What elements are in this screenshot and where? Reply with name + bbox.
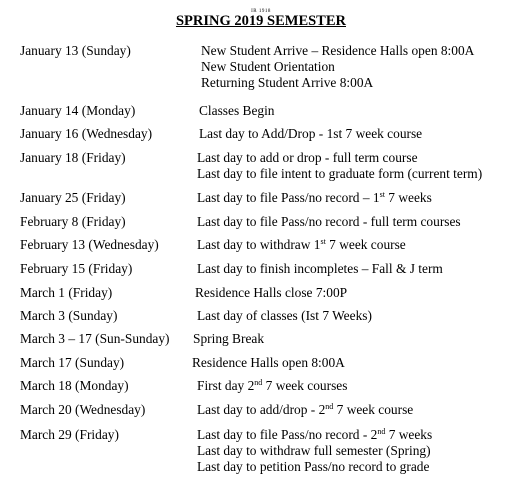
event-description: Last day of classes (Ist 7 Weeks)	[197, 308, 372, 323]
event-description: Spring Break	[193, 331, 265, 346]
description-text: Last day to withdraw 1	[197, 237, 321, 252]
event-description	[197, 427, 432, 443]
ordinal-suffix: nd	[325, 402, 334, 411]
event-date: January 25 (Friday)	[20, 190, 126, 205]
event-date: February 13 (Wednesday)	[20, 237, 159, 252]
ordinal-suffix: nd	[377, 427, 386, 436]
description-text: 7 weeks	[385, 427, 433, 442]
description-text: 7 week course	[333, 402, 414, 417]
description-text: 7 week courses	[262, 378, 348, 393]
description-text: Last day to file Pass/no record - 2	[197, 427, 378, 442]
description-text: 7 weeks	[384, 190, 432, 205]
ordinal-suffix: st	[379, 190, 385, 199]
event-description: Classes Begin	[199, 103, 275, 118]
event-description: Last day to file Pass/no record - full term courses	[197, 214, 461, 229]
event-description: New Student Orientation	[201, 59, 335, 74]
event-description	[197, 190, 432, 206]
description-text: Last day to add/drop - 2	[197, 402, 326, 417]
event-description	[197, 402, 413, 418]
event-date: March 18 (Monday)	[20, 378, 129, 393]
event-description: Returning Student Arrive 8:00A	[201, 75, 374, 90]
event-description: Last day to add or drop - full term course	[197, 150, 418, 165]
event-description: Residence Halls close 7:00P	[195, 285, 348, 300]
event-date: February 8 (Friday)	[20, 214, 126, 229]
header-mark: IR 1918	[251, 9, 271, 14]
event-description: Last day to petition Pass/no record to grade	[197, 459, 430, 474]
ordinal-suffix: st	[320, 237, 326, 246]
event-description: Last day to Add/Drop - 1st 7 week course	[199, 126, 423, 141]
event-date: January 14 (Monday)	[20, 103, 136, 118]
description-text: Last day to file Pass/no record – 1	[197, 190, 380, 205]
event-description	[197, 237, 406, 253]
event-date: January 18 (Friday)	[20, 150, 126, 165]
event-description	[197, 378, 347, 394]
ordinal-suffix: nd	[254, 378, 263, 387]
event-description: Last day to finish incompletes – Fall & J term	[197, 261, 443, 276]
event-date: March 1 (Friday)	[20, 285, 113, 300]
event-date: March 3 (Sunday)	[20, 308, 118, 323]
event-description: New Student Arrive – Residence Halls open 8:00A	[201, 43, 475, 58]
event-date: March 17 (Sunday)	[20, 355, 125, 370]
event-date: January 13 (Sunday)	[20, 43, 131, 58]
event-date: February 15 (Friday)	[20, 261, 133, 276]
event-date: January 16 (Wednesday)	[20, 126, 153, 141]
event-date: March 20 (Wednesday)	[20, 402, 146, 417]
description-text: First day 2	[197, 378, 255, 393]
description-text: 7 week course	[325, 237, 406, 252]
event-description: Last day to withdraw full semester (Spring)	[197, 443, 431, 458]
page-title: SPRING 2019 SEMESTER	[175, 13, 346, 29]
event-description: Residence Halls open 8:00A	[192, 355, 345, 370]
event-date: March 3 – 17 (Sun-Sunday)	[20, 331, 170, 346]
event-description: Last day to file intent to graduate form (current term)	[197, 166, 483, 181]
event-date: March 29 (Friday)	[20, 427, 119, 442]
